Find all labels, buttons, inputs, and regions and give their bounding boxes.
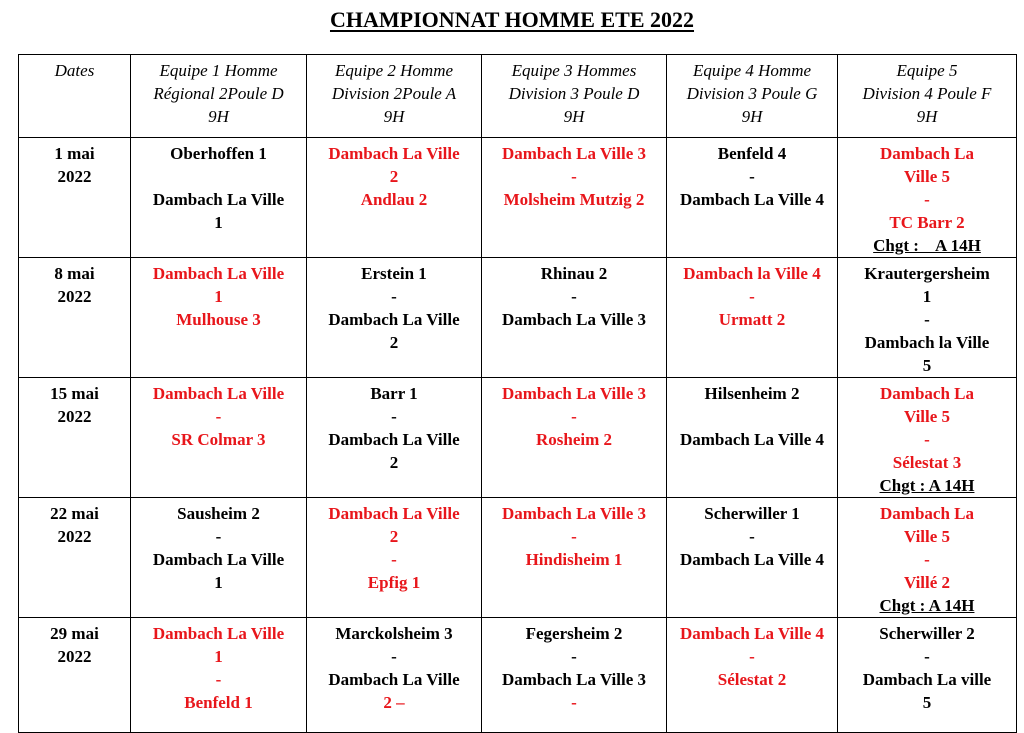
date-line: 15 mai bbox=[50, 384, 99, 403]
match-line: Dambach La Ville 3 bbox=[501, 670, 647, 689]
match-line: Dambach La Ville bbox=[328, 670, 460, 689]
header-dates bbox=[19, 55, 131, 138]
match-line: - bbox=[924, 430, 930, 449]
header-line: 9H bbox=[916, 107, 938, 126]
match-line: Dambach La Ville bbox=[152, 190, 285, 209]
match-line: 1 bbox=[922, 287, 932, 306]
date-line: 2022 bbox=[57, 167, 92, 186]
match-line: Benfeld 1 bbox=[184, 693, 253, 712]
match-line: Dambach la Ville bbox=[864, 333, 990, 352]
header-line: Division 3 Poule G bbox=[686, 84, 818, 103]
match-line: Mulhouse 3 bbox=[176, 310, 261, 329]
header-line: 9H bbox=[383, 107, 405, 126]
table-row bbox=[19, 378, 1017, 498]
date-line: 1 mai bbox=[54, 144, 95, 163]
match-line: - bbox=[571, 167, 577, 186]
header-line: Equipe 4 Homme bbox=[692, 61, 812, 80]
date-line: 29 mai bbox=[50, 624, 99, 643]
match-line: 2 bbox=[389, 333, 399, 352]
date-line: 2022 bbox=[57, 287, 92, 306]
match-line: Erstein 1 bbox=[361, 264, 427, 283]
match-line: - bbox=[571, 407, 577, 426]
date-line: 2022 bbox=[57, 527, 92, 546]
header-line: Dates bbox=[54, 61, 95, 80]
match-cell bbox=[131, 378, 307, 498]
table-row bbox=[19, 618, 1017, 733]
match-line: TC Barr 2 bbox=[889, 213, 965, 232]
header-team-2 bbox=[307, 55, 482, 138]
match-line: 2 bbox=[389, 453, 399, 472]
match-line: Epfig 1 bbox=[367, 573, 421, 592]
match-line: Ville 5 bbox=[903, 407, 951, 426]
match-line bbox=[670, 405, 834, 428]
match-cell bbox=[838, 618, 1017, 733]
match-cell bbox=[307, 498, 482, 618]
match-line: 2 bbox=[389, 167, 399, 186]
match-line: Dambach La Ville 3 bbox=[501, 144, 647, 163]
match-cell bbox=[307, 378, 482, 498]
date-cell bbox=[19, 498, 131, 618]
match-line: Dambach La Ville 4 bbox=[679, 430, 825, 449]
match-line: 1 bbox=[214, 647, 223, 666]
match-line: Molsheim Mutzig 2 bbox=[503, 190, 645, 209]
match-line: Dambach La ville bbox=[862, 670, 992, 689]
match-line: - bbox=[571, 287, 577, 306]
match-line: Sausheim 2 bbox=[177, 504, 260, 523]
match-cell bbox=[307, 258, 482, 378]
match-line: 1 bbox=[214, 573, 223, 592]
match-line: - bbox=[391, 550, 397, 569]
match-line: 1 bbox=[214, 213, 223, 232]
match-line: Dambach La Ville bbox=[328, 144, 460, 163]
match-cell bbox=[667, 258, 838, 378]
match-line: - bbox=[215, 670, 222, 689]
match-line: Hindisheim 1 bbox=[525, 550, 623, 569]
match-cell bbox=[307, 618, 482, 733]
match-line: Ville 5 bbox=[903, 527, 951, 546]
match-line: - bbox=[571, 693, 577, 712]
match-cell bbox=[131, 618, 307, 733]
match-line: - bbox=[924, 190, 930, 209]
match-line: 1 bbox=[214, 287, 223, 306]
match-line: Rosheim 2 bbox=[535, 430, 613, 449]
header-line: Equipe 1 Homme bbox=[159, 61, 278, 80]
date-cell bbox=[19, 138, 131, 258]
match-line: 5 bbox=[922, 693, 932, 712]
match-line: - bbox=[924, 647, 930, 666]
match-line: Krautergersheim bbox=[864, 264, 990, 283]
match-line: Dambach La bbox=[880, 504, 974, 523]
header-team-3 bbox=[482, 55, 667, 138]
match-line: Dambach La Ville bbox=[328, 430, 460, 449]
header-line: Equipe 3 Hommes bbox=[511, 61, 637, 80]
match-line: Dambach La Ville 4 bbox=[679, 624, 825, 643]
match-line: - bbox=[571, 527, 577, 546]
match-line: 2 bbox=[389, 527, 399, 546]
match-cell bbox=[838, 258, 1017, 378]
table-row bbox=[19, 138, 1017, 258]
match-cell bbox=[667, 618, 838, 733]
match-cell bbox=[482, 258, 667, 378]
match-line: - bbox=[924, 550, 930, 569]
match-line: - bbox=[391, 287, 397, 306]
match-cell bbox=[482, 498, 667, 618]
match-line: - bbox=[749, 167, 755, 186]
match-line: Villé 2 bbox=[903, 573, 951, 592]
match-cell bbox=[131, 498, 307, 618]
match-line: - bbox=[391, 407, 397, 426]
match-cell bbox=[131, 138, 307, 258]
match-line: 5 bbox=[922, 356, 932, 375]
match-cell bbox=[131, 258, 307, 378]
time-change-note: Chgt : A 14H bbox=[879, 476, 975, 495]
match-line: - bbox=[571, 647, 577, 666]
match-line: Dambach La Ville bbox=[328, 504, 460, 523]
header-line: 9H bbox=[741, 107, 763, 126]
match-line: Urmatt 2 bbox=[718, 310, 786, 329]
match-line: Dambach la Ville 4 bbox=[683, 264, 821, 283]
match-line: Scherwiller 2 bbox=[879, 624, 975, 643]
date-cell bbox=[19, 378, 131, 498]
match-line: Sélestat 3 bbox=[892, 453, 962, 472]
table-row bbox=[19, 498, 1017, 618]
match-line: SR Colmar 3 bbox=[171, 430, 266, 449]
header-line: Division 4 Poule F bbox=[862, 84, 992, 103]
match-cell bbox=[667, 498, 838, 618]
match-cell bbox=[667, 378, 838, 498]
header-line: Division 2Poule A bbox=[331, 84, 457, 103]
match-line: Barr 1 bbox=[370, 384, 418, 403]
date-line: 2022 bbox=[57, 407, 92, 426]
match-line: Ville 5 bbox=[903, 167, 951, 186]
match-cell bbox=[667, 138, 838, 258]
match-line: Sélestat 2 bbox=[717, 670, 787, 689]
match-line: Dambach La Ville bbox=[152, 550, 285, 569]
time-change-note: Chgt : A 14H bbox=[873, 236, 981, 255]
match-line: Dambach La Ville 3 bbox=[501, 384, 647, 403]
match-cell bbox=[838, 378, 1017, 498]
header-line: Equipe 2 Homme bbox=[334, 61, 454, 80]
match-line: - bbox=[215, 527, 222, 546]
header-team-5 bbox=[838, 55, 1017, 138]
time-change-note: Chgt : A 14H bbox=[879, 596, 975, 615]
match-line: Dambach La Ville bbox=[152, 264, 285, 283]
match-line: - bbox=[749, 527, 755, 546]
match-line: Dambach La bbox=[880, 384, 974, 403]
match-line: Benfeld 4 bbox=[717, 144, 787, 163]
match-line: Dambach La Ville 3 bbox=[501, 310, 647, 329]
date-line: 8 mai bbox=[54, 264, 95, 283]
match-line: Scherwiller 1 bbox=[704, 504, 800, 523]
match-cell bbox=[482, 138, 667, 258]
match-line: - bbox=[749, 287, 755, 306]
match-cell bbox=[482, 618, 667, 733]
match-line: - bbox=[215, 407, 222, 426]
header-line: Régional 2Poule D bbox=[153, 84, 284, 103]
match-cell bbox=[482, 378, 667, 498]
match-line: Oberhoffen 1 bbox=[170, 144, 267, 163]
date-cell bbox=[19, 258, 131, 378]
date-line: 2022 bbox=[57, 647, 92, 666]
header-line: Equipe 5 bbox=[896, 61, 958, 80]
header-line: 9H bbox=[563, 107, 585, 126]
table-row bbox=[19, 258, 1017, 378]
match-line: - bbox=[391, 647, 397, 666]
match-line: Dambach La bbox=[880, 144, 974, 163]
match-cell bbox=[838, 498, 1017, 618]
date-cell bbox=[19, 618, 131, 733]
header-line: Division 3 Poule D bbox=[508, 84, 640, 103]
match-cell bbox=[307, 138, 482, 258]
match-line: - bbox=[924, 310, 930, 329]
header-line: 9H bbox=[208, 107, 229, 126]
header-team-1 bbox=[131, 55, 307, 138]
match-line: Rhinau 2 bbox=[540, 264, 608, 283]
page-title: CHAMPIONNAT HOMME ETE 2022 bbox=[329, 7, 695, 32]
match-line: Dambach La Ville bbox=[328, 310, 460, 329]
match-line: 2 – bbox=[383, 693, 405, 712]
match-line: Hilsenheim 2 bbox=[704, 384, 800, 403]
match-cell bbox=[838, 138, 1017, 258]
schedule-table bbox=[18, 54, 1017, 733]
match-line: Dambach La Ville 3 bbox=[501, 504, 647, 523]
match-line bbox=[134, 165, 303, 188]
match-line: Dambach La Ville 4 bbox=[679, 550, 825, 569]
match-line: Marckolsheim 3 bbox=[335, 624, 453, 643]
match-line: Dambach La Ville bbox=[152, 624, 285, 643]
match-line: Fegersheim 2 bbox=[525, 624, 623, 643]
match-line: Dambach La Ville bbox=[152, 384, 285, 403]
match-line: - bbox=[749, 647, 755, 666]
match-line: Andlau 2 bbox=[360, 190, 428, 209]
header-row bbox=[19, 55, 1017, 138]
date-line: 22 mai bbox=[50, 504, 99, 523]
match-line: Dambach La Ville 4 bbox=[679, 190, 825, 209]
header-team-4 bbox=[667, 55, 838, 138]
